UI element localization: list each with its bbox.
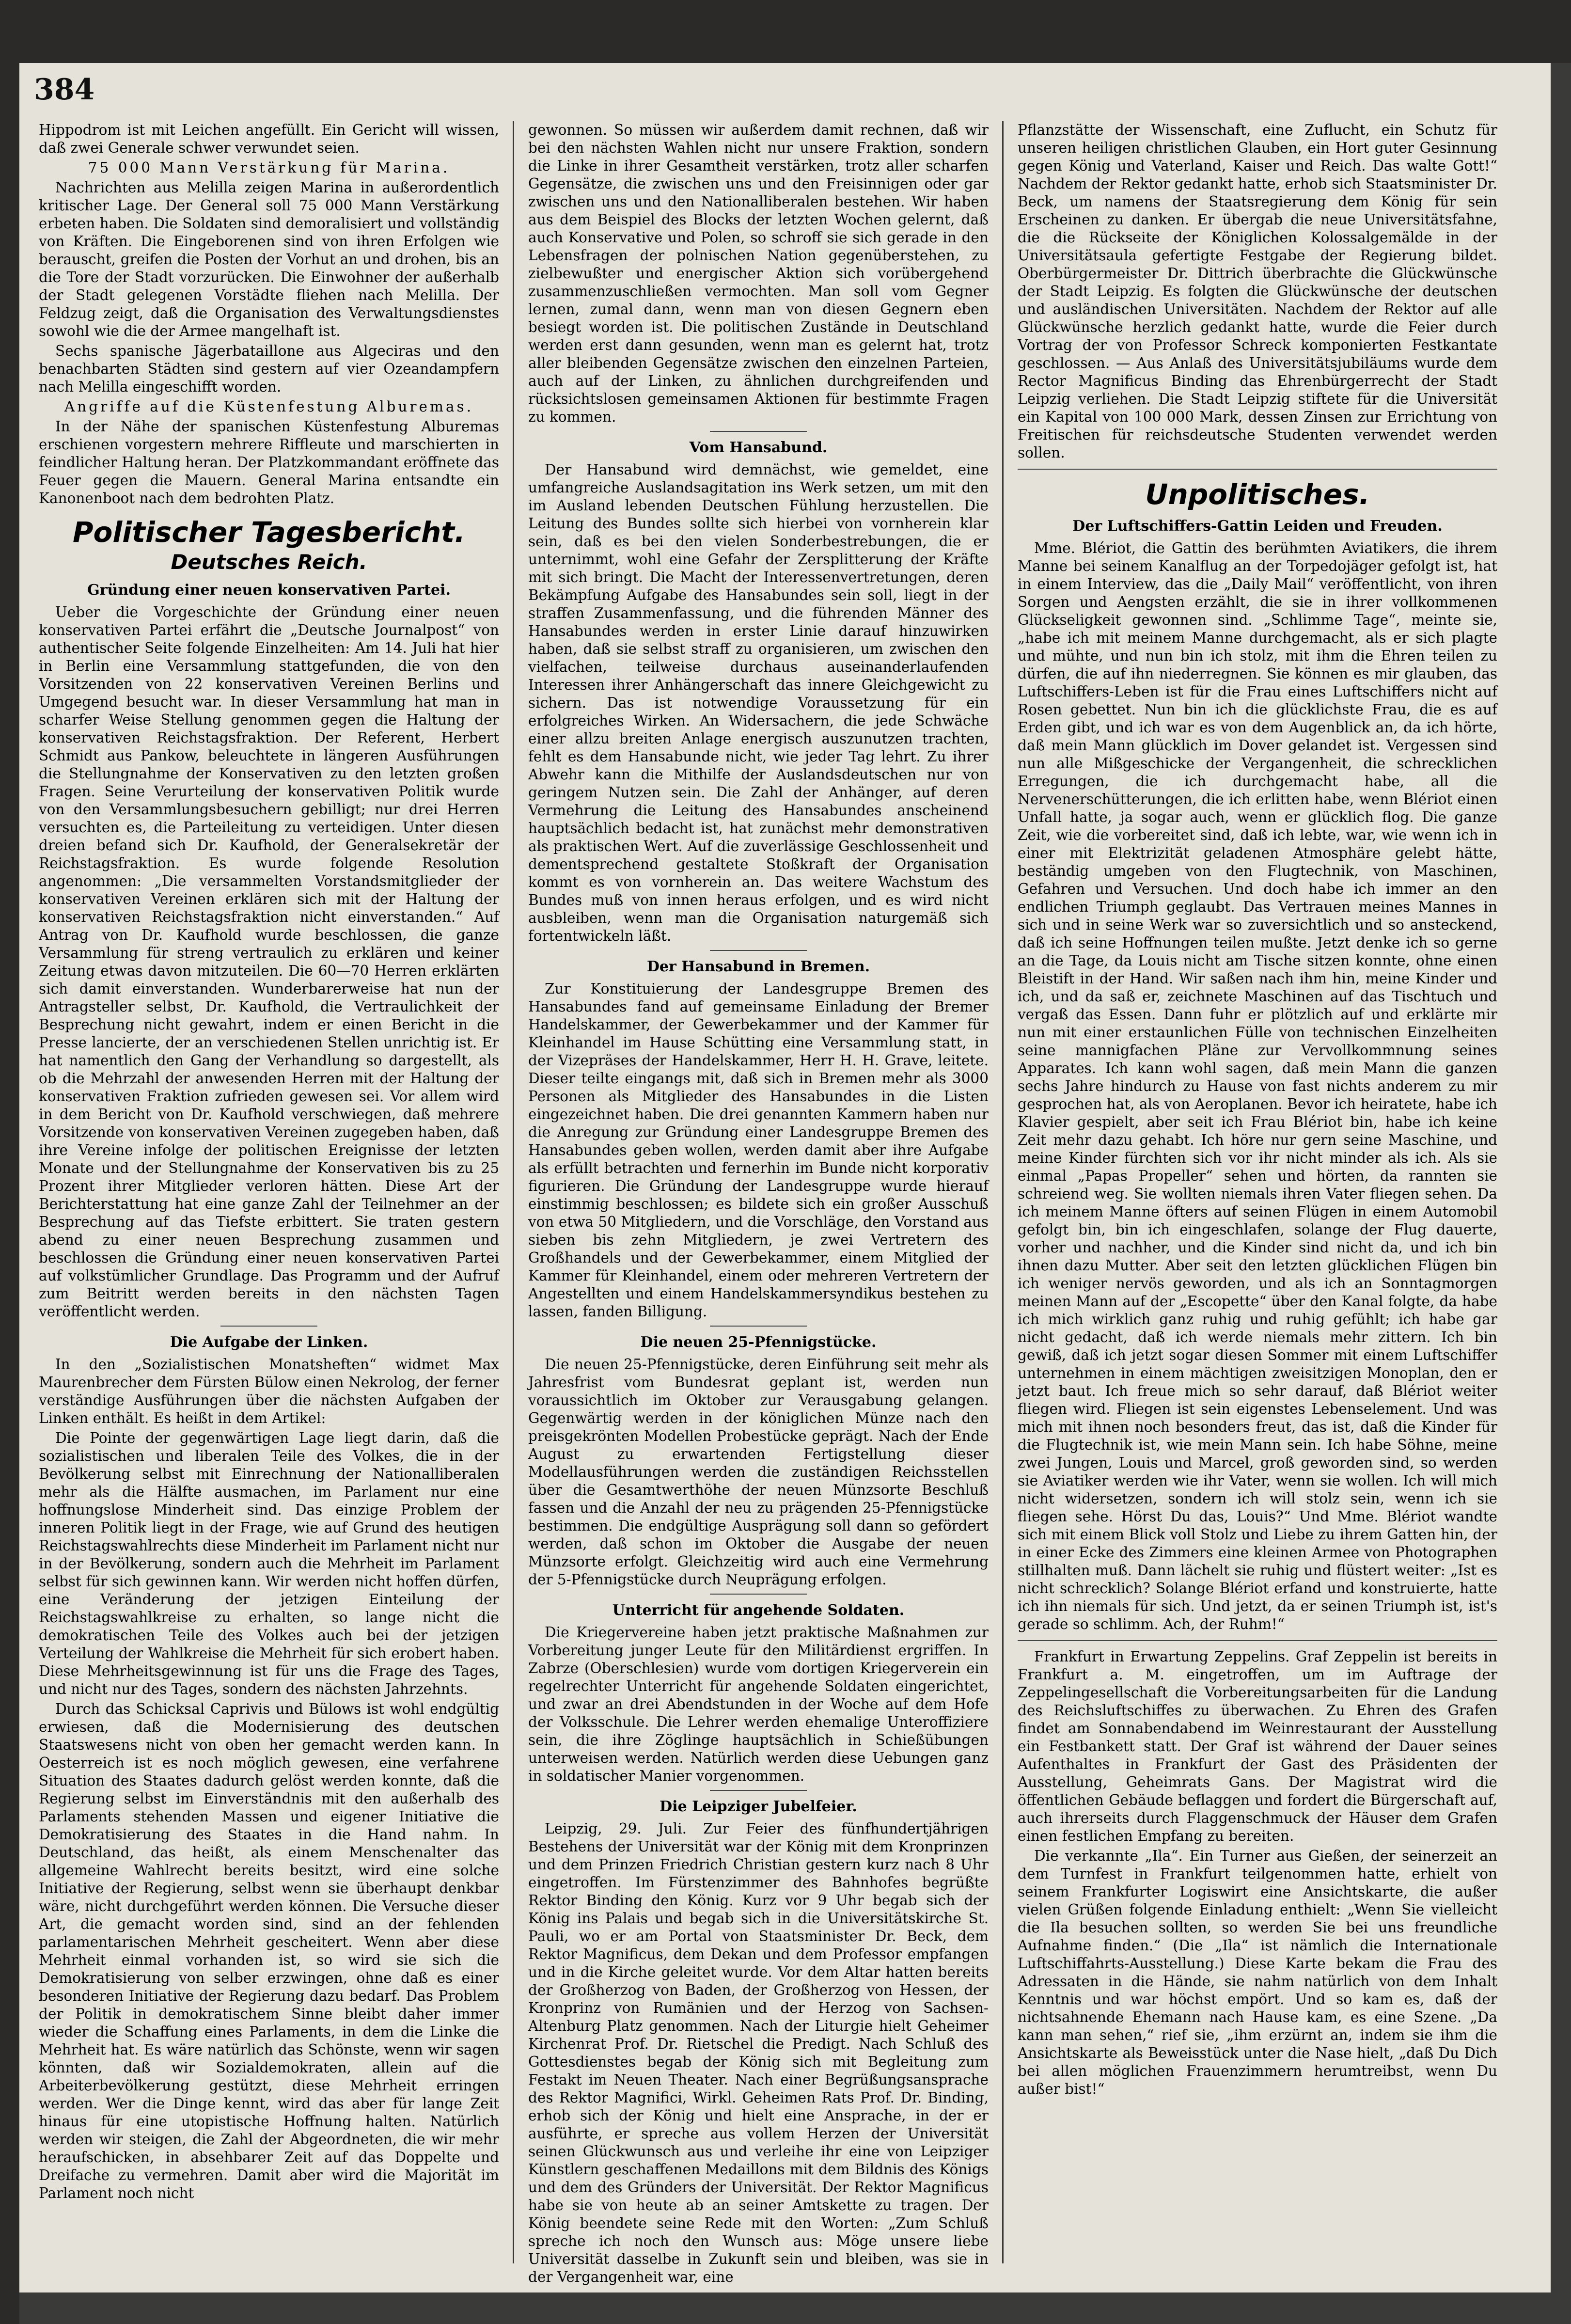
article-heading: Die neuen 25-Pfennigstücke.: [640, 1334, 877, 1351]
separator: [1018, 469, 1497, 470]
article-heading: Unterricht für angehende Soldaten.: [612, 1602, 905, 1619]
paragraph: Die verkannte „Ila“. Ein Turner aus Gießen, der seinerzeit an dem Turnfest in Frankfurt teilgenommen hatte, erhielt von seinem Frankfurter Logiswirt eine Ansichtskarte, die außer vielen Grüßen folgende Einladung enthielt: „Wenn Sie vielleicht die Ila besuchen sollten, so werden Sie bei uns freundliche Aufnahme finden.“ (Die „Ila“ ist nämlich die Internationale Luftschiffahrts-Ausstellung.) Diese Karte bekam die Frau des Adressaten in die Hände, sie nahm natürlich von dem Inhalt Kenntnis und war höchst empört. Und so kam es, daß der nichtsahnende Ehemann nach Hause kam, es eine Szene. „Da kann man sehen,“ rief sie, „ihm erzürnt an, indem sie ihm die Ansichtskarte als Beweisstück unter die Nase hielt, „daß Du Dich bei allen möglichen Frauenzimmern herumtreibst, wenn Du außer bist!“: [1018, 1848, 1497, 2097]
paragraph: Frankfurt in Erwartung Zeppelins. Graf Zeppelin ist bereits in Frankfurt a. M. eingetroffen, um im Auftrage der Zeppelingesellschaft die Vorbereitungsarbeiten für die Landung des Reichsluftschiffes zu überwachen. Zu Ehren des Grafen findet am Sonnabendabend im Weinrestaurant der Ausstellung ein Festbankett statt. Der Graf ist während der Dauer seines Aufenthaltes in Frankfurt der Gast des Präsidenten der Ausstellung, Geheimrats Gans. Der Magistrat wird die öffentlichen Gebäude beflaggen und fordert die Bürgerschaft auf, auch ihrerseits durch Flaggenschmuck der Häuser dem Grafen einen festlichen Empfang zu bereiten.: [1018, 1648, 1497, 1844]
scan-border-left: [0, 0, 19, 2324]
subheading: 75 000 Mann Verstärkung für Marina.: [88, 159, 450, 176]
paragraph: Der Hansabund wird demnächst, wie gemeldet, eine umfangreiche Auslandsagitation ins Werk setzen, um mit den im Ausland lebenden Deutschen Fühlung herzustellen. Die Leitung des Bundes sollte sich hierbei von vornherein klar sein, daß es bei den vielen Sonderbestrebungen, die er unternimmt, wohl eine Gefahr der Zersplitterung der Kräfte mit sich bringt. Die Macht der Interessenvertretungen, deren Bekämpfung Aufgabe des Hansabundes sein soll, liegt in der straffen Zusammenfassung, und die führenden Männer des Hansabundes werden in erster Linie darauf hinzuwirken haben, daß sie selbst straff zu organisieren, um zwischen den vielfachen, teilweise durchaus auseinanderlaufenden Interessen ihrer Anhängerschaft das innere Gleichgewicht zu sichern. Das ist notwendige Voraussetzung für ein erfolgreiches Wirken. An Widersachern, die jede Schwäche einer allzu breiten Anlage energisch auszunutzen trachten, fehlt es dem Hansabunde nicht, wie jeder Tag lehrt. Zu ihrer Abwehr kann die Mithilfe der Auslandsdeutschen nur von geringem Nutzen sein. Die Zahl der Anhänger, auf deren Vermehrung die Leitung des Hansabundes anscheinend hauptsächlich bedacht ist, hat zunächst mehr demonstrativen als praktischen Wert. Auf die zuverlässige Geschlossenheit und dementsprechend gestaltete Stoßkraft der Organisation kommt es von vornherein an. Das weitere Wachstum des Bundes muß von innen heraus erfolgen, und es wird nicht ausbleiben, wenn man die Organisation naturgemäß sich fortentwickeln läßt.: [528, 461, 989, 944]
article-heading: Der Hansabund in Bremen.: [646, 958, 870, 975]
paragraph: Nachrichten aus Melilla zeigen Marina in außerordentlich kritischer Lage. Der General soll 75 000 Mann Verstärkung erbeten haben. Die Soldaten sind demoralisiert und vollständig von Kräften. Die Eingeborenen sind von ihren Erfolgen wie berauscht, greifen die Posten der Vorhut an und drohen, bis an die Tore der Stadt vorzurücken. Die Einwohner der außerhalb der Stadt gelegenen Vorstädte fliehen nach Melilla. Der Feldzug zeigt, daß die Organisation des Verwaltungsdienstes sowohl wie die der Armee mangelhaft ist.: [39, 179, 499, 339]
paragraph: Ueber die Vorgeschichte der Gründung einer neuen konservativen Partei erfährt die „Deutsche Journalpost“ von authentischer Seite folgende Einzelheiten: Am 14. Juli hat hier in Berlin eine Versammlung stattgefunden, die von den Vorsitzenden von 22 konservativen Vereinen Berlins und Umgegend besucht war. In dieser Versammlung hat man in scharfer Weise Stellung genommen gegen die Haltung der konservativen Reichstagsfraktion. Der Referent, Herbert Schmidt aus Pankow, beleuchtete in längeren Ausführungen die Stellungnahme der Konservativen zu den letzten großen Fragen. Seine Verurteilung der konservativen Politik wurde von den Versammlungsbesuchern gebilligt; nur drei Herren versuchten es, die Parteileitung zu verteidigen. Unter diesen dreien befand sich Dr. Kaufhold, der Generalsekretär der Reichstagsfraktion. Es wurde folgende Resolution angenommen: „Die versammelten Vorstandsmitglieder der konservativen Vereinen erklären sich mit der Haltung der konservativen Reichstagsfraktion nicht einverstanden.“ Auf Antrag von Dr. Kaufhold wurde beschlossen, die ganze Versammlung für streng vertraulich zu erklären und keiner Zeitung etwas davon mitzuteilen. Die 60—70 Herren erklärten sich damit einverstanden. Wunderbarerweise hat nun der Antragsteller selbst, Dr. Kaufhold, die Vertraulichkeit der Besprechung nicht gewahrt, indem er einen Bericht in die Presse lancierte, der an verschiedenen Stellen unrichtig ist. Er hat namentlich den Gang der Verhandlung so dargestellt, als ob die Mehrzahl der anwesenden Herren mit der Haltung der konservativen Fraktion zufrieden gewesen sei. Vor allem wird in dem Bericht von Dr. Kaufhold verschwiegen, daß mehrere Vorsitzende von konservativen Vereinen zugegeben haben, daß ihre Vereine infolge der politischen Ereignisse der letzten Monate und der Stellungnahme der Konservativen bis zu 25 Prozent ihrer Mitglieder verloren hätten. Diese Art der Berichterstattung hat eine ganze Zahl der Teilnehmer an der Besprechung auf das Tiefste erbittert. Sie traten gestern abend zu einer neuen Besprechung zusammen und beschlossen die Gründung einer neuen konservativen Partei auf volkstümlicher Grundlage. Das Programm und der Aufruf zum Beitritt werden bereits in den nächsten Tagen veröffentlicht werden.: [39, 604, 499, 1320]
separator: [710, 1594, 807, 1595]
column-1: [39, 121, 499, 2263]
article-heading: Vom Hansabund.: [689, 439, 828, 456]
article-heading: Die Leipziger Jubelfeier.: [660, 1798, 857, 1815]
paragraph: Durch das Schicksal Caprivis und Bülows ist wohl endgültig erwiesen, daß die Modernisierung des deutschen Staatswesens nicht von oben her gemacht werden kann. In Oesterreich ist es noch möglich gewesen, eine verfahrene Situation des Staates dadurch gelöst werden konnte, daß die Regierung selbst im Einverständnis mit den außerhalb des Parlaments stehenden Massen und eigener Initiative die Demokratisierung des Staates in die Hand nahm. In Deutschland, das heißt, als einem Menschenalter das allgemeine Wahlrecht bereits besitzt, wird eine solche Initiative der Regierung, selbst wenn sie überhaupt denkbar wäre, nicht durchgeführt werden können. Die Versuche dieser Art, die gemacht worden sind, sind an der fehlenden parlamentarischen Mehrheit gescheitert. Wenn aber diese Mehrheit einmal vorhanden ist, so wird sie sich die Demokratisierung von selber erzwingen, ohne daß es einer besonderen Initiative der Regierung dazu bedarf. Das Problem der Politik in demokratischem Sinne bleibt daher immer wieder die Schaffung eines Parlaments, in dem die Linke die Mehrheit hat. Es wäre natürlich das Schönste, wenn wir sagen könnten, daß wir Sozialdemokraten, allein auf die Arbeiterbevölkerung gestützt, diese Mehrheit erringen werden. Wer die Dinge kennt, wird das aber für lange Zeit hinaus für eine utopistische Hoffnung halten. Natürlich werden wir steigen, die Zahl der Abgeordneten, die wir mehr heraufschicken, in absehbarer Zeit auf das Doppelte und Dreifache zu vermehren. Damit aber wird die Majorität im Parlament noch nicht: [39, 1701, 499, 2201]
article-heading: Gründung einer neuen konservativen Partei.: [87, 582, 451, 599]
paragraph: In der Nähe der spanischen Küstenfestung Alburemas erschienen vorgestern mehrere Riffleute und marschierten in feindlicher Haltung heran. Der Platzkommandant eröffnete das Feuer gegen die Mauern. General Marina entsandte ein Kanonenboot nach dem bedrohten Platz.: [39, 418, 499, 506]
paragraph: Die Pointe der gegenwärtigen Lage liegt darin, daß die sozialistischen und liberalen Teile des Volkes, die in der Bevölkerung selbst mit Einrechnung der Nationalliberalen mehr als die Hälfte ausmachen, im Parlament nur eine hoffnungslose Minderheit sind. Das einzige Problem der inneren Politik liegt in der Frage, wie auf Grund des heutigen Reichstagswahlrechts diese Minderheit im Parlament nicht nur in der Bevölkerung, sondern auch die Mehrheit im Parlament selbst für sich gewinnen kann. Wir werden nicht hoffen dürfen, eine Veränderung der jetzigen Einteilung der Reichstagswahlkreise zu erhalten, so lange nicht die demokratischen Teile des Volkes auch bei der jetzigen Verteilung der Wahlkreise die Mehrheit für sich erobert haben. Diese Mehrheitsgewinnung ist für uns die Frage des Tages, und nicht nur des Tages, sondern des nächsten Jahrzehnts.: [39, 1430, 499, 1697]
section-title-politics: Politischer Tagesbericht.: [72, 516, 466, 549]
section-subtitle-germany: Deutsches Reich.: [171, 550, 367, 574]
separator: [710, 431, 807, 432]
subheading: Angriffe auf die Küstenfestung Alburemas.: [64, 398, 474, 415]
page-number: 384: [34, 73, 95, 107]
paragraph: Die neuen 25-Pfennigstücke, deren Einführung seit mehr als Jahresfrist vom Bundesrat geplant ist, werden nun voraussichtlich im Oktober zur Verausgabung gelangen. Gegenwärtig werden in der königlichen Münze nach den preisgekrönten Modellen Probestücke geprägt. Nach der Ende August zu erwartenden Fertigstellung dieser Modellausführungen werden die zuständigen Reichsstellen über die Gesamtwerthöhe der neuen Münzsorte Beschluß fassen und die Anzahl der neu zu prägenden 25-Pfennigstücke bestimmen. Die endgültige Ausprägung soll dann so gefördert werden, daß schon im Oktober die Ausgabe der neuen Münzsorte erfolgt. Gleichzeitig wird auch eine Vermehrung der 5-Pfennigstücke durch Neuprägung erfolgen.: [528, 1356, 989, 1588]
separator: [710, 1326, 807, 1327]
column-rule-1: [513, 121, 514, 2263]
scan-border-top: [0, 0, 1571, 63]
paragraph: Zur Konstituierung der Landesgruppe Bremen des Hansabundes fand auf gemeinsame Einladung der Bremer Handelskammer, der Gewerbekammer und der Kammer für Kleinhandel im Hause Schütting eine Versammlung statt, in der Vizepräses der Handelskammer, Herr H. H. Grave, leitete. Dieser teilte eingangs mit, daß sich in Bremen mehr als 3000 Personen als Mitglieder des Hansabundes in die Listen eingezeichnet haben. Die drei genannten Kammern haben nur die Anregung zur Gründung einer Landesgruppe Bremen des Hansabundes geben wollen, werden damit aber ihre Aufgabe als erfüllt betrachten und fernerhin im Bunde nicht korporativ figurieren. Die Gründung der Landesgruppe wurde hierauf einstimmig beschlossen; es bildete sich ein großer Ausschuß von etwa 50 Mitgliedern, und die Vorschläge, den Vorstand aus sieben bis zehn Mitgliedern, je zwei Vertretern des Großhandels und der Gewerbekammer, einem Mitglied der Kammer für Kleinhandel, einem oder mehreren Vertretern der Angestellten und einem Handelskammersyndikus bestehen zu lassen, fanden Billigung.: [528, 980, 989, 1320]
paragraph: Pflanzstätte der Wissenschaft, eine Zuflucht, ein Schutz für unseren heiligen christlichen Glauben, ein Hort guter Gesinnung gegen König und Vaterland, Kaiser und Reich. Das walte Gott!“ Nachdem der Rektor gedankt hatte, erhob sich Staatsminister Dr. Beck, um namens der Staatsregierung dem König für sein Erscheinen zu danken. Er übergab die neue Universitätsfahne, die die Rückseite der Königlichen Kolossalgemälde in der Universitätsaula gefertigte Festgabe der Regierung bildet. Oberbürgermeister Dr. Dittrich überbrachte die Glückwünsche der Stadt Leipzig. Es folgten die Glückwünsche der deutschen und ausländischen Universitäten. Nachdem der Rektor auf alle Glückwünsche herzlich gedankt hatte, wurde die Feier durch Vortrag der von Professor Schreck komponierten Festkantate geschlossen. — Aus Anlaß des Universitätsjubiläums wurde dem Rector Magnificus Binding das Ehrenbürgerrecht der Stadt Leipzig verliehen. Die Stadt Leipzig stiftete für die Universität ein Kapital von 100 000 Mark, dessen Zinsen zur Errichtung von Freitischen für reichsdeutsche Studenten verwendet werden sollen.: [1018, 122, 1497, 461]
separator: [710, 950, 807, 951]
paragraph: Sechs spanische Jägerbataillone aus Algeciras und den benachbarten Städten sind gestern auf vier Ozeandampfern nach Melilla eingeschifft worden.: [39, 343, 499, 395]
column-3: [1018, 121, 1497, 2263]
paragraph: gewonnen. So müssen wir außerdem damit rechnen, daß wir bei den nächsten Wahlen nicht nur unsere Fraktion, sondern die Linke in ihrer Gesamtheit verstärken, trotz aller scharfen Gegensätze, die zwischen uns und den Freisinnigen oder gar zwischen uns und den Nationalliberalen bestehen. Wir haben aus dem Beispiel des Blocks der letzten Wochen gelernt, daß auch Konservative und Polen, so schroff sie sich gerade in den Lebensfragen der polnischen Nation gegenüberstehen, zu zielbewußter und energischer Aktion sich vorübergehend zusammenzuschließen vermochten. Man soll vom Gegner lernen, zumal dann, wenn man von diesen Gegnern eben besiegt worden ist. Die politischen Zustände in Deutschland werden erst dann gesunden, wenn man es gelernt hat, trotz aller bleibenden Gegensätze zwischen den einzelnen Parteien, auch auf der Linken, zu ähnlichen durchgreifenden und rücksichtslosen gemeinsamen Aktionen für bestimmte Fragen zu kommen.: [528, 122, 989, 425]
paragraph: In den „Sozialistischen Monatsheften“ widmet Max Maurenbrecher dem Fürsten Bülow einen Nekrolog, der ferner verständige Ausführungen über die nächsten Aufgaben der Linken enthält. Es heißt in dem Artikel:: [39, 1356, 499, 1426]
paragraph: Leipzig, 29. Juli. Zur Feier des fünfhundertjährigen Bestehens der Universität war der König mit dem Kronprinzen und dem Prinzen Friedrich Christian gestern kurz nach 8 Uhr eingetroffen. Im Fürstenzimmer des Bahnhofes begrüßte Rektor Binding den König. Kurz vor 9 Uhr begab sich der König ins Palais und begab sich in die Universitätskirche St. Pauli, wo er am Portal von Staatsminister Dr. Beck, dem Rektor Magnificus, dem Dekan und dem Professor empfangen und in die Kirche geleitet wurde. Vor dem Altar hatten bereits der Großherzog von Baden, der Großherzog von Hessen, der Kronprinz von Rumänien und der Herzog von Sachsen-Altenburg Platz genommen. Nach der Liturgie hielt Geheimer Kirchenrat Prof. Dr. Rietschel die Predigt. Nach Schluß des Gottesdienstes begab der König sich mit Begleitung zum Festakt im Neuen Theater. Nach einer Begrüßungsansprache des Rektor Magnifici, Wirkl. Geheimen Rats Prof. Dr. Binding, erhob sich der König und hielt eine Ansprache, in der er ausführte, er spreche aus vollem Herzen der Universität seinen Glückwunsch aus und verleihe ihr eine von Leipziger Künstlern geschaffenen Medaillons mit dem Bildnis des Königs und dem des Gründers der Universität. Der Rektor Magnificus habe sie von heute ab an seiner Amtskette zu tragen. Der König beendete seine Rede mit den Worten: „Zum Schluß spreche ich noch den Wunsch aus: Möge unsere liebe Universität dasselbe in Zukunft sein und bleiben, was sie in der Vergangenheit war, eine: [528, 1820, 989, 2285]
article-heading: Der Luftschiffers-Gattin Leiden und Freuden.: [1072, 518, 1443, 535]
column-2: [528, 121, 989, 2285]
paragraph: Mme. Blériot, die Gattin des berühmten Aviatikers, die ihrem Manne bei seinem Kanalflug an der Torpedojäger gefolgt ist, hat in einem Interview, das die „Daily Mail“ veröffentlicht, von ihren Sorgen und Aengsten erzählt, die sie in ihrer vollkommenen Glückseligkeit gewonnen sind. „Schlimme Tage“, meinte sie, „habe ich mit meinem Manne durchgemacht, als er sich plagte und mühte, und nun bin ich stolz, mit ihm die Ehren teilen zu dürfen, die auf ihn niederregnen. Sie können es mir glauben, das Luftschiffers-Leben ist für die Frau eines Luftschiffers nicht auf Rosen gebettet. Nun bin ich die glücklichste Frau, die es auf Erden gibt, und ich war es von dem Augenblick an, da ich hörte, daß mein Mann glücklich im Dover gelandet ist. Vergessen sind nun alle Mißgeschicke der Vergangenheit, die schrecklichen Erregungen, die ich durchgemacht habe, all die Nervenerschütterungen, die ich erlitten habe, wenn Blériot einen Unfall hatte, ja sogar auch, wenn er glücklich flog. Die ganze Zeit, wie die vorbereitet sind, daß ich lebte, war, wie wenn ich in einer mit Elektrizität geladenen Atmosphäre gelebt hätte, beständig umgeben von den Flugtechnik, von Maschinen, Gefahren und Versuchen. Und doch habe ich immer an den endlichen Triumph geglaubt. Das Vertrauen meines Mannes in sich und in seine Werk war so zuversichtlich und so ansteckend, daß ich seine Hoffnungen teilen mußte. Jetzt denke ich so gerne an die Tage, da Louis nicht am Tische sitzen konnte, ohne einen Bleistift in der Hand. Wir saßen nach ihm hin, meine Kinder und ich, und da saß er, zeichnete Maschinen auf das Tischtuch und vergaß das Essen. Dann fuhr er plötzlich auf und erklärte mir nun mit einer erstaunlichen Fülle von technischen Einzelheiten seine mannigfachen Pläne zur Vervollkommnung seines Apparates. Ich kann wohl sagen, daß mein Mann die ganzen sechs Jahre hindurch zu Hause von fast nichts anderem zu mir gesprochen hat, als von Aeroplanen. Bevor ich heiratete, habe ich Klavier gespielt, aber seit ich Frau Blériot bin, habe ich keine Zeit mehr dazu gehabt. Ich höre nur gern seine Maschine, und meine Kinder fürchten sich vor ihr nicht minder als ich. Als sie einmal „Papas Propeller“ sehen und hörten, da rannten sie schreiend weg. Sie wollten niemals ihren Vater fliegen sehen. Da ich meinem Manne öfters auf seinen Flügen in einem Automobil gefolgt bin, bin ich eingeschlafen, solange der Flug dauerte, vorher und nachher, und die Kinder sind nicht da, und ich bin ihnen dazu Mutter. Aber seit den letzten glücklichen Flügen bin ich weniger nervös geworden, und als ich an Sonntagmorgen meinen Mann auf der „Escopette“ über den Kanal folgte, da habe ich mich wirklich ganz ruhig und ruhig gefühlt; ich habe gar nicht gedacht, daß ich werde niemals mehr zittern. Ich bin gewiß, daß ich jetzt sogar diesen Sommer mit einem Luftschiffer unternehmen in einem mächtigen zweisitzigen Monoplan, den er jetzt baut. Ich freue mich so sehr darauf, daß Blériot weiter fliegen wird. Fliegen ist sein eigenstes Lebenselement. Und was mich mit ihnen noch besonders freut, das ist, daß die Kinder für die Flugtechnik ist, wie mein Mann sein. Ich habe Söhne, meine zwei Jungen, Louis und Marcel, groß geworden sind, so werden sie Aviatiker werden wie ihr Vater, wenn sie wollen. Ich will mich nicht widersetzen, sondern ich will stolz sein, wenn ich sie fliegen sehe. Hörst Du das, Louis?“ Und Mme. Blériot wandte sich mit einem Blick voll Stolz und Liebe zu ihrem Gatten hin, der in einer Ecke des Zimmers eine kleinen Armee von Photographen stillhalten muß. Dann lächelt sie ruhig und flüstert weiter: „Ist es nicht schrecklich? Solange Blériot erfand und konstruierte, hatte ich ihn niemals für sich. Und jetzt, da er seinen Triumph ist, ist's gerade so schlimm. Ach, der Ruhm!“: [1018, 540, 1497, 1632]
paragraph: Hippodrom ist mit Leichen angefüllt. Ein Gericht will wissen, daß zwei Generale schwer verwundet seien.: [39, 122, 499, 156]
separator: [710, 1790, 807, 1791]
paragraph: Die Kriegervereine haben jetzt praktische Maßnahmen zur Vorbereitung junger Leute für den Militärdienst ergriffen. In Zabrze (Oberschlesien) wurde vom dortigen Kriegerverein ein regelrechter Unterricht für angehende Soldaten eingerichtet, und zwar an drei Abendstunden in der Woche auf dem Hofe der Volksschule. Die Lehrer werden ehemalige Unteroffiziere sein, die ihre Zöglinge hauptsächlich in Schießübungen unterweisen werden. Natürlich werden diese Uebungen ganz in soldatischer Manier vorgenommen.: [528, 1624, 989, 1784]
column-rule-2: [1002, 121, 1004, 2263]
separator: [220, 1326, 317, 1327]
article-heading: Die Aufgabe der Linken.: [170, 1334, 368, 1351]
separator: [1018, 1640, 1497, 1641]
section-title-unpolitical: Unpolitisches.: [1145, 478, 1370, 511]
